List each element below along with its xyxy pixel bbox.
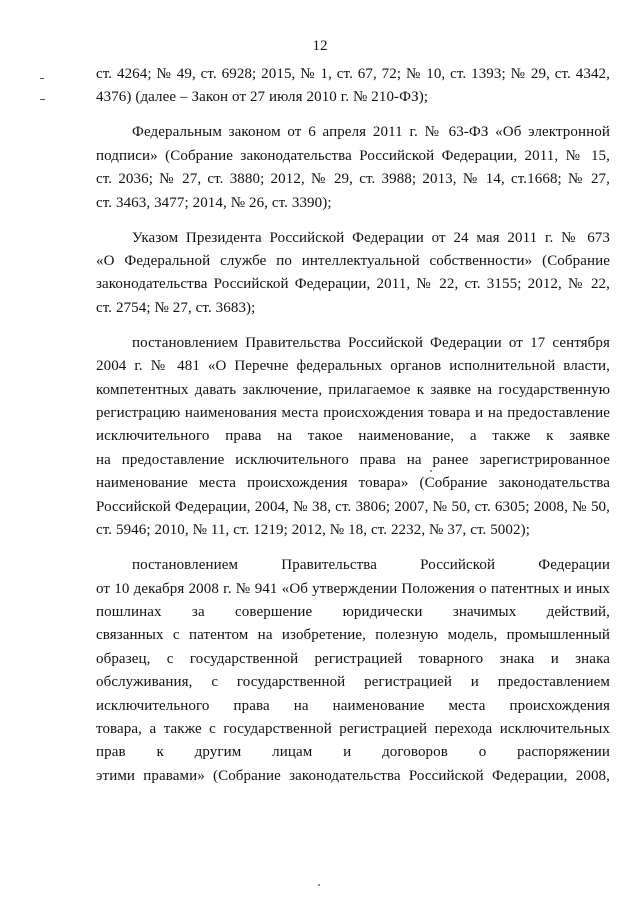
text-line: Указом Президента Российской Федерации от 24 мая 2011 г. № 673 [132, 229, 610, 246]
text-line: товара, а также с государственной регистрацией перехода исключительных [96, 720, 610, 737]
margin-mark [40, 78, 44, 79]
text-line: исключительного права на такое наименование, а также к заявке [96, 428, 610, 445]
text-line: регистрацию наименования места происхождения товара и на предоставление [96, 405, 610, 422]
text-line: наименование места происхождения товара» (Собрание законодательства [96, 475, 610, 492]
text-line: компетентных давать заключение, прилагаемое к заявке на государственную [96, 381, 610, 398]
text-line: ст. 5946; 2010, № 11, ст. 1219; 2012, № 18, ст. 2232, № 37, ст. 5002); [96, 522, 530, 539]
text-line: на предоставление исключительного права на ранее зарегистрированное [96, 451, 610, 468]
text-line: Российской Федерации, 2004, № 38, ст. 3806; 2007, № 50, ст. 6305; 2008, № 50, [96, 498, 610, 515]
paragraph-decree-673 [96, 227, 610, 321]
text-line: постановлением Правительства Российской Федерации [132, 557, 610, 574]
text-line: обслуживания, с государственной регистрацией и предоставлением [96, 674, 610, 691]
margin-mark [40, 99, 45, 100]
text-line: пошлинах за совершение юридически значимых действий, [96, 603, 610, 620]
text-line: «О Федеральной службе по интеллектуальной собственности» (Собрание [96, 253, 610, 270]
text-line: подписи» (Собрание законодательства Российской Федерации, 2011, № 15, [96, 147, 610, 164]
paragraph-resolution-481 [96, 332, 610, 543]
paragraph-resolution-941 [96, 554, 610, 788]
text-line: ст. 4264; № 49, ст. 6928; 2015, № 1, ст. 67, 72; № 10, ст. 1393; № 29, ст. 4342, [96, 66, 610, 82]
text-line: ст. 3463, 3477; 2014, № 26, ст. 3390); [96, 194, 332, 211]
paragraph-continuation [96, 63, 610, 110]
text-line: образец, с государственной регистрацией товарного знака и знака [96, 650, 610, 667]
text-line: от 10 декабря 2008 г. № 941 «Об утверждении Положения о патентных и иных [96, 580, 610, 597]
text-line: постановлением Правительства Российской Федерации от 17 сентября [132, 334, 610, 351]
text-line: 2004 г. № 481 «О Перечне федеральных органов исполнительной власти, [96, 358, 610, 375]
text-line: законодательства Российской Федерации, 2011, № 22, ст. 3155; 2012, № 22, [96, 276, 610, 293]
text-line: 4376) (далее – Закон от 27 июля 2010 г. № 210-ФЗ); [96, 89, 429, 106]
text-line: исключительного права на наименование места происхождения [96, 697, 610, 714]
document-body [96, 63, 610, 800]
text-line: этими правами» (Собрание законодательства Российской Федерации, 2008, [96, 767, 610, 784]
scan-speck [318, 884, 320, 886]
paragraph-law-63fz [96, 121, 610, 215]
text-line: Федеральным законом от 6 апреля 2011 г. № 63-ФЗ «Об электронной [132, 124, 610, 141]
page-number: 12 [312, 38, 328, 54]
text-line: прав к другим лицам и договоров о распоряжении [96, 744, 610, 761]
text-line: связанных с патентом на изобретение, полезную модель, промышленный [96, 627, 610, 644]
text-line: ст. 2036; № 27, ст. 3880; 2012, № 29, ст. 3988; 2013, № 14, ст.1668; № 27, [96, 171, 610, 188]
text-line: ст. 2754; № 27, ст. 3683); [96, 299, 256, 316]
